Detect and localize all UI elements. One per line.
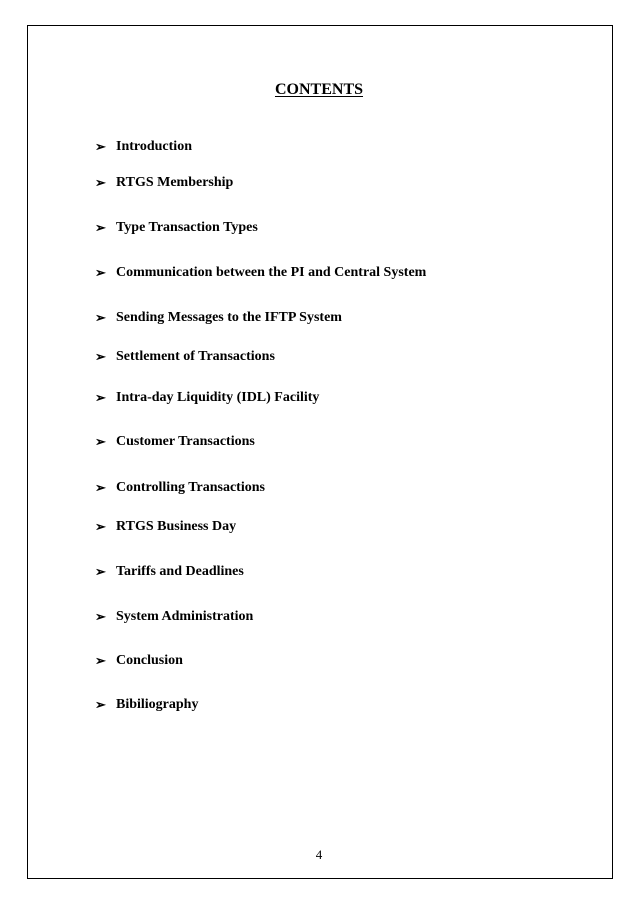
arrow-bullet-icon: ➢ — [95, 653, 106, 668]
toc-item-label: Bibiliography — [116, 697, 199, 712]
arrow-bullet-icon: ➢ — [95, 139, 106, 154]
toc-item-label: Type Transaction Types — [116, 220, 258, 235]
arrow-bullet-icon: ➢ — [95, 434, 106, 449]
toc-item-label: Tariffs and Deadlines — [116, 564, 244, 579]
toc-item-label: RTGS Business Day — [116, 519, 237, 534]
arrow-bullet-icon: ➢ — [95, 175, 106, 190]
toc-item-label: Controlling Transactions — [116, 480, 265, 495]
page-number: 4 — [315, 847, 323, 862]
arrow-bullet-icon: ➢ — [95, 390, 106, 405]
arrow-bullet-icon: ➢ — [95, 519, 106, 534]
arrow-bullet-icon: ➢ — [95, 265, 106, 280]
page-title — [0, 80, 638, 100]
toc-item-label: Settlement of Transactions — [116, 349, 275, 364]
toc-item-label: RTGS Membership — [116, 175, 234, 190]
arrow-bullet-icon: ➢ — [95, 220, 106, 235]
toc-item-label: System Administration — [116, 609, 254, 624]
arrow-bullet-icon: ➢ — [95, 564, 106, 579]
arrow-bullet-icon: ➢ — [95, 480, 106, 495]
arrow-bullet-icon: ➢ — [95, 697, 106, 712]
arrow-bullet-icon: ➢ — [95, 310, 106, 325]
arrow-bullet-icon: ➢ — [95, 609, 106, 624]
toc-item-label: Intra-day Liquidity (IDL) Facility — [116, 390, 320, 405]
arrow-bullet-icon: ➢ — [95, 349, 106, 364]
toc-item-label: Customer Transactions — [116, 434, 255, 449]
toc-item-label: Conclusion — [116, 653, 183, 668]
toc-item-label: Sending Messages to the IFTP System — [116, 310, 342, 325]
page-title-text: CONTENTS — [274, 81, 364, 98]
toc-item-label: Introduction — [116, 139, 192, 154]
page-border — [27, 25, 613, 879]
toc-item-label: Communication between the PI and Central System — [116, 265, 427, 280]
